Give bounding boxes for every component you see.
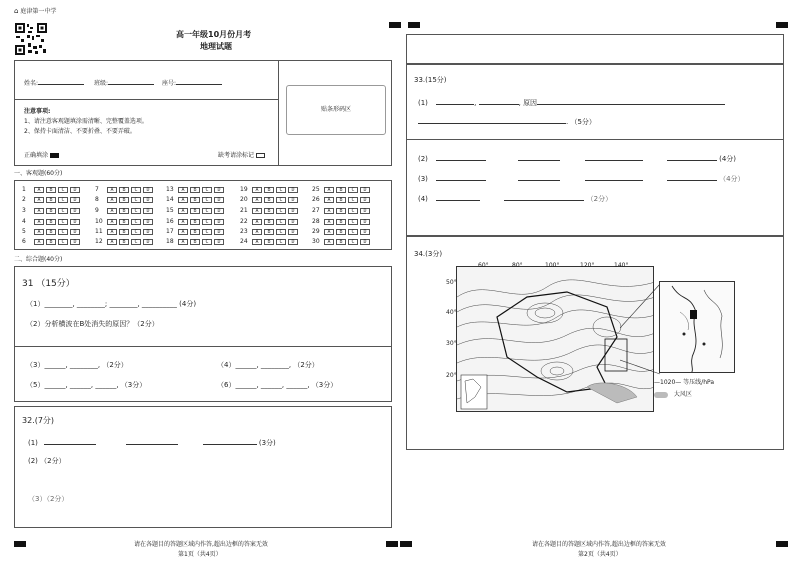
q33-line1-cont[interactable]: . （5分）	[418, 116, 596, 127]
option-bubble[interactable]: B	[119, 239, 129, 245]
option-bubble[interactable]: D	[70, 239, 80, 245]
filled-block-icon	[50, 153, 59, 158]
option-bubble[interactable]: C	[202, 197, 212, 203]
option-bubble[interactable]: C	[131, 197, 141, 203]
legend-isobar: —1020— 等压线/hPa	[654, 379, 715, 386]
class-field[interactable]	[94, 77, 154, 88]
top-mark-3	[776, 22, 788, 28]
legend-wind	[654, 391, 692, 399]
q33-line3-prefix: (3)	[418, 175, 428, 183]
home-icon: ⌂	[14, 7, 19, 15]
school-header	[14, 7, 56, 16]
option-bubble[interactable]: D	[214, 229, 224, 235]
q32-line1-prefix: (1)	[28, 439, 38, 447]
option-bubble[interactable]: B	[46, 219, 56, 225]
option-bubble[interactable]: A	[107, 197, 117, 203]
q33-line1-mid: 原因	[523, 99, 538, 107]
option-bubble[interactable]: D	[288, 187, 298, 193]
absent-mark[interactable]	[218, 152, 265, 160]
option-bubble[interactable]: B	[46, 229, 56, 235]
absent-checkbox[interactable]	[256, 153, 265, 158]
q33-line2[interactable]	[418, 153, 736, 164]
option-bubble[interactable]: A	[252, 239, 262, 245]
q33-line1[interactable]: (1) , , 原因	[418, 97, 725, 108]
lon-label-1: 60°	[478, 262, 489, 269]
option-bubble[interactable]: D	[70, 229, 80, 235]
q33-line3[interactable]	[418, 173, 745, 184]
question-number: 7	[95, 186, 99, 193]
exam-title: 高一年级10月份月考	[176, 30, 252, 39]
option-bubble[interactable]: D	[70, 187, 80, 193]
option-bubble[interactable]: D	[143, 239, 153, 245]
option-bubble[interactable]: D	[70, 208, 80, 214]
option-bubble[interactable]: B	[46, 187, 56, 193]
lat-label-2: 40°	[446, 309, 457, 316]
exam-subject: 地理试题	[200, 42, 232, 51]
name-label: 姓名:	[24, 80, 39, 87]
q33-box	[406, 64, 784, 236]
option-bubble[interactable]: D	[360, 208, 370, 214]
q31-title: 31 （15分）	[22, 279, 75, 289]
option-bubble[interactable]: D	[360, 187, 370, 193]
option-bubble[interactable]: C	[276, 239, 286, 245]
absent-label: 缺考请涂标记	[218, 152, 255, 159]
option-bubble[interactable]: D	[214, 187, 224, 193]
option-bubble[interactable]: C	[276, 229, 286, 235]
question-number: 25	[312, 186, 320, 193]
q33-line2-suffix: (4分)	[719, 155, 737, 163]
question-number: 22	[240, 218, 248, 225]
q33-line4[interactable]	[418, 193, 612, 204]
question-number: 3	[22, 207, 26, 214]
question-row	[166, 238, 224, 245]
option-bubble[interactable]: B	[336, 219, 346, 225]
question-row	[240, 207, 298, 214]
option-bubble[interactable]: A	[34, 229, 44, 235]
option-bubble[interactable]: A	[178, 197, 188, 203]
option-bubble[interactable]: D	[143, 229, 153, 235]
q31-line1[interactable]: （1）________, ________; ________, __________ (4分)	[26, 300, 197, 308]
question-row	[312, 228, 370, 235]
question-number: 13	[166, 186, 174, 193]
objective-title: 一、客观题(60分)	[14, 170, 63, 177]
name-field[interactable]	[24, 77, 84, 88]
lat-label-4: 20°	[446, 372, 457, 379]
option-bubble[interactable]: C	[276, 187, 286, 193]
question-row	[22, 228, 80, 235]
question-row	[240, 238, 298, 245]
option-bubble[interactable]: A	[178, 219, 188, 225]
option-bubble[interactable]: C	[58, 208, 68, 214]
question-number: 20	[240, 196, 248, 203]
option-bubble[interactable]: A	[107, 208, 117, 214]
option-bubble[interactable]: A	[34, 219, 44, 225]
option-bubble[interactable]: D	[360, 197, 370, 203]
option-bubble[interactable]: A	[107, 229, 117, 235]
question-number: 24	[240, 238, 248, 245]
option-bubble[interactable]: C	[58, 239, 68, 245]
option-bubble[interactable]: A	[252, 208, 262, 214]
lat-label-1: 50°	[446, 279, 457, 286]
option-bubble[interactable]: B	[190, 187, 200, 193]
question-row	[166, 186, 224, 193]
question-row	[22, 218, 80, 225]
option-bubble[interactable]: C	[276, 219, 286, 225]
question-row	[166, 196, 224, 203]
option-bubble[interactable]: D	[360, 219, 370, 225]
question-row	[312, 238, 370, 245]
question-row	[312, 218, 370, 225]
option-bubble[interactable]: B	[336, 229, 346, 235]
question-row	[240, 196, 298, 203]
question-number: 5	[22, 228, 26, 235]
q32-box	[14, 406, 392, 528]
question-row	[166, 207, 224, 214]
top-mark-1	[389, 22, 401, 28]
note-1: 1、请注意客观题填涂需清晰、完整覆盖选项。	[24, 118, 148, 125]
option-bubble[interactable]: B	[264, 197, 274, 203]
option-bubble[interactable]: B	[119, 197, 129, 203]
question-row	[312, 196, 370, 203]
option-bubble[interactable]: A	[34, 197, 44, 203]
option-bubble[interactable]: D	[360, 239, 370, 245]
option-bubble[interactable]: D	[288, 229, 298, 235]
option-bubble[interactable]: C	[58, 187, 68, 193]
question-number: 10	[95, 218, 103, 225]
option-bubble[interactable]: A	[34, 187, 44, 193]
question-number: 19	[240, 186, 248, 193]
option-bubble[interactable]: A	[178, 208, 188, 214]
option-bubble[interactable]: A	[107, 219, 117, 225]
question-row	[312, 207, 370, 214]
option-bubble[interactable]: C	[58, 219, 68, 225]
info-divider-vertical	[278, 60, 279, 166]
question-number: 21	[240, 207, 248, 214]
question-row	[166, 218, 224, 225]
option-bubble[interactable]: B	[46, 208, 56, 214]
footer-page-2: 第2页（共4页）	[578, 551, 622, 558]
option-bubble[interactable]: D	[214, 197, 224, 203]
option-bubble[interactable]: C	[202, 208, 212, 214]
question-number: 8	[95, 196, 99, 203]
question-row	[240, 218, 298, 225]
option-bubble[interactable]: B	[190, 197, 200, 203]
q33-line1-prefix: (1)	[418, 99, 428, 107]
option-bubble[interactable]: B	[190, 219, 200, 225]
q32-line1-suffix: (3分)	[258, 439, 276, 447]
legend-wind-label: 大风区	[673, 391, 692, 398]
question-row	[95, 228, 153, 235]
fill-example-label: 正确填涂	[24, 152, 49, 159]
option-bubble[interactable]: C	[131, 229, 141, 235]
info-divider-horizontal	[14, 99, 278, 100]
bottom-mark-2	[386, 541, 398, 547]
q33-line4-prefix: (4)	[418, 195, 428, 203]
option-bubble[interactable]: A	[324, 229, 334, 235]
option-bubble[interactable]: B	[264, 187, 274, 193]
top-mark-2	[408, 22, 420, 28]
qr-code	[14, 22, 48, 56]
question-number: 28	[312, 218, 320, 225]
option-bubble[interactable]: D	[70, 197, 80, 203]
question-number: 9	[95, 207, 99, 214]
option-bubble[interactable]: C	[58, 197, 68, 203]
option-bubble[interactable]: A	[107, 239, 117, 245]
question-number: 23	[240, 228, 248, 235]
question-row	[95, 196, 153, 203]
footer-notice-1: 请在各题目的答题区域内作答,超出边框的答案无效	[134, 541, 268, 548]
wind-area-swatch	[654, 392, 668, 398]
option-bubble[interactable]: C	[202, 239, 212, 245]
option-bubble[interactable]: A	[252, 219, 262, 225]
option-bubble[interactable]: B	[336, 187, 346, 193]
option-bubble[interactable]: C	[202, 187, 212, 193]
option-bubble[interactable]: C	[348, 229, 358, 235]
option-bubble[interactable]: A	[178, 239, 188, 245]
barcode-area	[286, 85, 386, 135]
option-bubble[interactable]: B	[264, 239, 274, 245]
question-row	[166, 228, 224, 235]
footer-notice-2: 请在各题目的答题区域内作答,超出边框的答案无效	[532, 541, 666, 548]
question-number: 26	[312, 196, 320, 203]
q31-line4b[interactable]: （6）______, ______, ______, （3分）	[217, 381, 338, 389]
option-bubble[interactable]: A	[34, 208, 44, 214]
option-bubble[interactable]: D	[288, 197, 298, 203]
lon-label-2: 80°	[512, 262, 523, 269]
option-bubble[interactable]: A	[252, 229, 262, 235]
q33-line4-suffix: （2分）	[586, 195, 613, 203]
option-bubble[interactable]: B	[119, 187, 129, 193]
barcode-label: 贴条形码区	[320, 106, 351, 113]
option-bubble[interactable]: B	[336, 197, 346, 203]
option-bubble[interactable]: A	[107, 187, 117, 193]
question-row	[312, 186, 370, 193]
option-bubble[interactable]: D	[143, 187, 153, 193]
option-bubble[interactable]: B	[264, 229, 274, 235]
q33-line1-end: （5分）	[570, 118, 596, 126]
option-bubble[interactable]: C	[131, 239, 141, 245]
option-bubble[interactable]: B	[336, 208, 346, 214]
q32-title: 32.(7分)	[22, 416, 55, 425]
question-row	[22, 238, 80, 245]
question-number: 30	[312, 238, 320, 245]
option-bubble[interactable]: C	[348, 219, 358, 225]
seat-field[interactable]	[162, 77, 222, 88]
class-label: 班级:	[94, 80, 109, 87]
option-bubble[interactable]: D	[214, 208, 224, 214]
note-2: 2、保持卡面清洁、不要折叠、不要弄破。	[24, 128, 136, 135]
option-bubble[interactable]: B	[190, 239, 200, 245]
option-bubble[interactable]: A	[324, 197, 334, 203]
question-number: 4	[22, 218, 26, 225]
option-bubble[interactable]: B	[264, 219, 274, 225]
q31-line3b[interactable]: （4）______, ________, （2分）	[217, 361, 319, 369]
q31-divider	[14, 346, 392, 347]
question-number: 17	[166, 228, 174, 235]
question-row	[22, 207, 80, 214]
option-bubble[interactable]: D	[70, 219, 80, 225]
question-number: 1	[22, 186, 26, 193]
q32-line2[interactable]: (2) （2分）	[28, 457, 66, 465]
option-bubble[interactable]: C	[348, 208, 358, 214]
option-bubble[interactable]: A	[324, 187, 334, 193]
option-bubble[interactable]: C	[348, 187, 358, 193]
bottom-mark-1	[14, 541, 26, 547]
lon-label-5: 140°	[614, 262, 629, 269]
option-bubble[interactable]: B	[190, 208, 200, 214]
question-row	[22, 186, 80, 193]
q33-line3-suffix: （4分）	[719, 175, 745, 183]
question-row	[22, 196, 80, 203]
question-row	[95, 186, 153, 193]
option-bubble[interactable]: C	[131, 219, 141, 225]
option-bubble[interactable]: A	[324, 208, 334, 214]
question-number: 6	[22, 238, 26, 245]
option-bubble[interactable]: D	[360, 229, 370, 235]
question-number: 12	[95, 238, 103, 245]
option-bubble[interactable]: B	[119, 229, 129, 235]
option-bubble[interactable]: C	[348, 197, 358, 203]
bottom-mark-3	[400, 541, 412, 547]
option-bubble[interactable]: D	[143, 197, 153, 203]
inset-map	[659, 281, 735, 373]
question-row	[240, 186, 298, 193]
question-number: 15	[166, 207, 174, 214]
question-row	[240, 228, 298, 235]
option-bubble[interactable]: C	[276, 197, 286, 203]
option-bubble[interactable]: C	[131, 187, 141, 193]
option-bubble[interactable]: D	[288, 208, 298, 214]
q33-line2-prefix: (2)	[418, 155, 428, 163]
composite-title: 二、综合题(40分)	[14, 256, 63, 263]
option-bubble[interactable]: B	[336, 239, 346, 245]
question-number: 14	[166, 196, 174, 203]
seat-label: 座号:	[162, 80, 177, 87]
q31-line3a[interactable]: （3）______, ________, （2分）	[26, 361, 128, 369]
option-bubble[interactable]: C	[58, 229, 68, 235]
lon-label-4: 120°	[580, 262, 595, 269]
option-bubble[interactable]: D	[143, 208, 153, 214]
question-number: 16	[166, 218, 174, 225]
footer-page-1: 第1页（共4页）	[178, 551, 222, 558]
fill-example	[24, 152, 59, 160]
question-row	[95, 238, 153, 245]
q32-line3[interactable]: （3）（2分）	[28, 495, 69, 503]
option-bubble[interactable]: B	[264, 208, 274, 214]
question-number: 18	[166, 238, 174, 245]
option-bubble[interactable]: B	[119, 208, 129, 214]
option-bubble[interactable]: C	[202, 219, 212, 225]
q32-line1[interactable]	[28, 437, 276, 448]
q33-divider	[406, 139, 784, 140]
question-row	[95, 207, 153, 214]
option-bubble[interactable]: D	[214, 219, 224, 225]
school-name: 庭津第一中学	[20, 8, 57, 15]
option-bubble[interactable]: A	[34, 239, 44, 245]
lon-label-3: 100°	[545, 262, 560, 269]
question-number: 29	[312, 228, 320, 235]
option-bubble[interactable]: A	[178, 229, 188, 235]
q33-title: 33.(15分)	[414, 76, 447, 84]
q34-title: 34.(3分)	[414, 250, 443, 258]
page2-top-strip	[406, 34, 784, 64]
option-bubble[interactable]: A	[252, 187, 262, 193]
bottom-mark-4	[776, 541, 788, 547]
option-bubble[interactable]: B	[190, 229, 200, 235]
option-bubble[interactable]: A	[178, 187, 188, 193]
option-bubble[interactable]: C	[202, 229, 212, 235]
option-bubble[interactable]: B	[119, 219, 129, 225]
option-bubble[interactable]: D	[143, 219, 153, 225]
lat-label-3: 30°	[446, 340, 457, 347]
option-bubble[interactable]: A	[252, 197, 262, 203]
option-bubble[interactable]: A	[324, 239, 334, 245]
option-bubble[interactable]: D	[288, 239, 298, 245]
option-bubble[interactable]: C	[348, 239, 358, 245]
notes-title: 注意事项:	[24, 108, 51, 115]
option-bubble[interactable]: B	[46, 197, 56, 203]
option-bubble[interactable]: B	[46, 239, 56, 245]
option-bubble[interactable]: A	[324, 219, 334, 225]
option-bubble[interactable]: C	[131, 208, 141, 214]
question-number: 27	[312, 207, 320, 214]
option-bubble[interactable]: D	[288, 219, 298, 225]
question-row	[95, 218, 153, 225]
option-bubble[interactable]: D	[214, 239, 224, 245]
question-number: 11	[95, 228, 103, 235]
option-bubble[interactable]: C	[276, 208, 286, 214]
q31-line2[interactable]: （2）分析横波在B处消失的原因？（2分）	[26, 320, 159, 328]
question-number: 2	[22, 196, 26, 203]
q31-line4a[interactable]: （5）______, ______, ______, （3分）	[26, 381, 147, 389]
